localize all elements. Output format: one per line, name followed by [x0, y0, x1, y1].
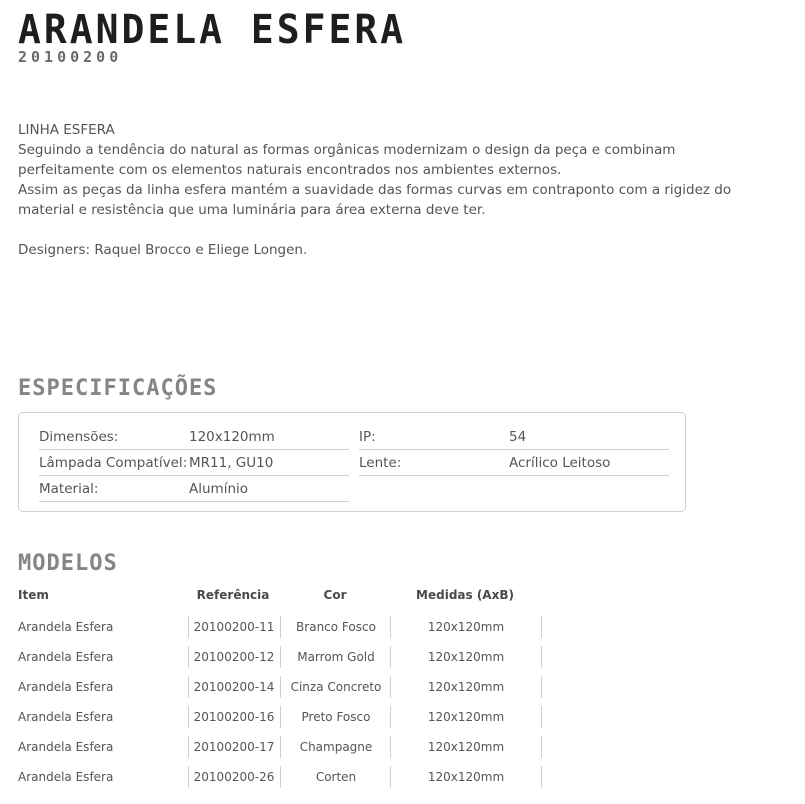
cell-measures: 120x120mm — [390, 766, 542, 788]
line-name: LINHA ESFERA — [18, 122, 115, 138]
spec-value: 120x120mm — [189, 429, 275, 445]
cell-measures: 120x120mm — [390, 646, 542, 668]
table-row — [0, 646, 600, 668]
cell-item: Arandela Esfera — [18, 680, 114, 694]
spec-label: IP: — [359, 429, 376, 445]
product-title: ARANDELA ESFERA — [18, 6, 407, 53]
cell-color: Preto Fosco — [280, 706, 391, 728]
spec-row — [359, 425, 669, 450]
spec-label: Material: — [39, 481, 99, 497]
models-section-title: MODELOS — [18, 551, 118, 576]
specs-box — [18, 412, 686, 512]
cell-color: Cinza Concreto — [280, 676, 391, 698]
table-row — [0, 736, 600, 758]
specs-column-left — [39, 425, 349, 503]
table-row — [0, 616, 600, 638]
spec-label: Lente: — [359, 455, 402, 471]
cell-measures: 120x120mm — [390, 736, 542, 758]
header-color: Cor — [323, 588, 347, 602]
designers-credit: Designers: Raquel Brocco e Eliege Longen. — [18, 242, 308, 258]
description-paragraph-2: Assim as peças da linha esfera mantém a suavidade das formas curvas em contraponto com a rigidez do material e resistência que uma luminária para área externa deve ter. — [18, 182, 732, 218]
spec-value: Alumínio — [189, 481, 249, 497]
cell-reference: 20100200-16 — [188, 706, 279, 728]
specs-column-right — [359, 425, 669, 477]
spec-row — [39, 425, 349, 450]
cell-item: Arandela Esfera — [18, 770, 114, 784]
cell-item: Arandela Esfera — [18, 650, 114, 664]
spec-label: Lâmpada Compatível: — [39, 455, 188, 471]
cell-reference: 20100200-17 — [188, 736, 279, 758]
header-item: Item — [18, 588, 49, 602]
cell-measures: 120x120mm — [390, 706, 542, 728]
cell-item: Arandela Esfera — [18, 710, 114, 724]
cell-reference: 20100200-26 — [188, 766, 279, 788]
product-description — [18, 120, 758, 260]
cell-item: Arandela Esfera — [18, 740, 114, 754]
cell-color: Branco Fosco — [280, 616, 391, 638]
spec-row — [39, 477, 349, 502]
spec-value: Acrílico Leitoso — [509, 455, 611, 471]
header-reference: Referência — [196, 588, 270, 602]
cell-measures: 120x120mm — [390, 616, 542, 638]
cell-reference: 20100200-12 — [188, 646, 279, 668]
table-row — [0, 766, 600, 788]
product-code: 20100200 — [18, 48, 123, 66]
spec-row — [39, 451, 349, 476]
cell-reference: 20100200-11 — [188, 616, 279, 638]
cell-measures: 120x120mm — [390, 676, 542, 698]
cell-reference: 20100200-14 — [188, 676, 279, 698]
cell-color: Champagne — [280, 736, 391, 758]
models-table-header — [0, 588, 600, 606]
cell-color: Marrom Gold — [280, 646, 391, 668]
cell-item: Arandela Esfera — [18, 620, 114, 634]
description-paragraph-1: Seguindo a tendência do natural as formas orgânicas modernizam o design da peça e combinam perfeitamente com os elementos naturais encontrados nos ambientes externos. — [18, 142, 676, 178]
table-row — [0, 706, 600, 728]
spec-label: Dimensões: — [39, 429, 119, 445]
spec-row — [359, 451, 669, 476]
spec-value: MR11, GU10 — [189, 455, 274, 471]
specs-section-title: ESPECIFICAÇÕES — [18, 376, 218, 401]
spec-value: 54 — [509, 429, 527, 445]
header-measures: Medidas (AxB) — [416, 588, 514, 602]
table-row — [0, 676, 600, 698]
cell-color: Corten — [280, 766, 391, 788]
